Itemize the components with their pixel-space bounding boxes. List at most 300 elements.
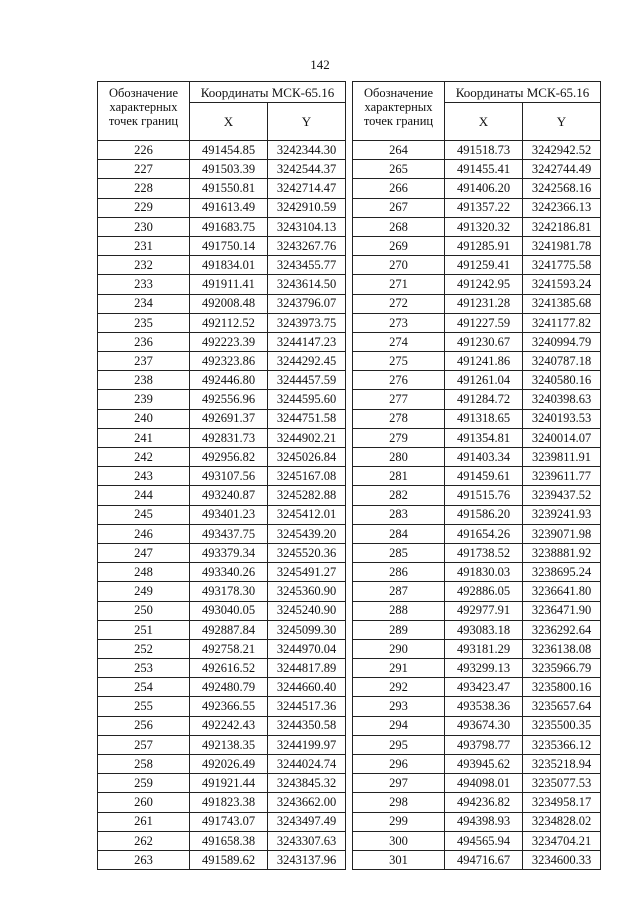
point-id-cell: 248 [98, 563, 190, 582]
x-coordinate-cell: 492138.35 [190, 735, 268, 754]
point-id-cell: 269 [353, 236, 445, 255]
table-row [98, 812, 346, 831]
y-coordinate-cell: 3244350.58 [268, 716, 346, 735]
point-id-cell: 287 [353, 582, 445, 601]
x-coordinate-cell: 491586.20 [445, 505, 523, 524]
y-coordinate-cell: 3245026.84 [268, 448, 346, 467]
point-id-cell: 226 [98, 141, 190, 160]
y-coordinate-cell: 3243845.32 [268, 774, 346, 793]
y-coordinate-cell: 3243137.96 [268, 850, 346, 869]
x-coordinate-cell: 491454.85 [190, 141, 268, 160]
point-id-cell: 278 [353, 409, 445, 428]
y-coordinate-cell: 3235800.16 [523, 678, 601, 697]
y-coordinate-cell: 3234600.33 [523, 850, 601, 869]
coordinates-table-left [97, 81, 346, 870]
point-id-cell: 239 [98, 390, 190, 409]
point-id-cell: 262 [98, 831, 190, 850]
x-coordinate-cell: 491241.86 [445, 352, 523, 371]
y-coordinate-cell: 3240787.18 [523, 352, 601, 371]
table-row [98, 294, 346, 313]
point-id-cell: 264 [353, 141, 445, 160]
x-coordinate-cell: 491515.76 [445, 486, 523, 505]
table-row [98, 275, 346, 294]
table-row [353, 505, 601, 524]
y-coordinate-cell: 3243307.63 [268, 831, 346, 850]
x-coordinate-cell: 491227.59 [445, 313, 523, 332]
y-coordinate-cell: 3245491.27 [268, 563, 346, 582]
x-coordinate-cell: 494565.94 [445, 831, 523, 850]
point-id-cell: 251 [98, 620, 190, 639]
y-coordinate-cell: 3245520.36 [268, 543, 346, 562]
y-coordinate-cell: 3240014.07 [523, 428, 601, 447]
point-id-cell: 272 [353, 294, 445, 313]
y-coordinate-cell: 3235500.35 [523, 716, 601, 735]
y-coordinate-cell: 3245439.20 [268, 524, 346, 543]
table-row [98, 428, 346, 447]
table-row [353, 332, 601, 351]
x-coordinate-cell: 493379.34 [190, 543, 268, 562]
y-coordinate-cell: 3245360.90 [268, 582, 346, 601]
x-coordinate-cell: 491750.14 [190, 236, 268, 255]
table-row [98, 371, 346, 390]
x-coordinate-cell: 491320.32 [445, 217, 523, 236]
table-row [353, 275, 601, 294]
point-id-cell: 299 [353, 812, 445, 831]
table-row [353, 697, 601, 716]
table-row [98, 678, 346, 697]
point-id-cell: 255 [98, 697, 190, 716]
y-coordinate-cell: 3244660.40 [268, 678, 346, 697]
point-id-cell: 300 [353, 831, 445, 850]
point-id-cell: 257 [98, 735, 190, 754]
y-coordinate-cell: 3244817.89 [268, 659, 346, 678]
point-id-cell: 241 [98, 428, 190, 447]
table-row [353, 371, 601, 390]
table-row [98, 179, 346, 198]
table-row [353, 601, 601, 620]
point-id-cell: 297 [353, 774, 445, 793]
table-row [353, 236, 601, 255]
x-coordinate-cell: 493423.47 [445, 678, 523, 697]
x-coordinate-cell: 491259.41 [445, 256, 523, 275]
table-row [98, 352, 346, 371]
y-coordinate-cell: 3239241.93 [523, 505, 601, 524]
y-coordinate-cell: 3235218.94 [523, 755, 601, 774]
x-coordinate-cell: 493178.30 [190, 582, 268, 601]
table-row [353, 812, 601, 831]
x-coordinate-cell: 493538.36 [445, 697, 523, 716]
x-coordinate-cell: 491518.73 [445, 141, 523, 160]
table-row [98, 217, 346, 236]
point-id-cell: 285 [353, 543, 445, 562]
table-row [98, 582, 346, 601]
table-row [353, 659, 601, 678]
y-coordinate-cell: 3245282.88 [268, 486, 346, 505]
table-row [98, 198, 346, 217]
y-coordinate-cell: 3235077.53 [523, 774, 601, 793]
header-y: Y [268, 103, 346, 141]
table-row [353, 256, 601, 275]
point-id-cell: 246 [98, 524, 190, 543]
point-id-cell: 289 [353, 620, 445, 639]
table-row [353, 160, 601, 179]
y-coordinate-cell: 3241981.78 [523, 236, 601, 255]
x-coordinate-cell: 493083.18 [445, 620, 523, 639]
y-coordinate-cell: 3242744.49 [523, 160, 601, 179]
point-id-cell: 301 [353, 850, 445, 869]
table-row [98, 524, 346, 543]
point-id-cell: 266 [353, 179, 445, 198]
x-coordinate-cell: 492691.37 [190, 409, 268, 428]
x-coordinate-cell: 491406.20 [445, 179, 523, 198]
table-row [353, 678, 601, 697]
point-id-cell: 277 [353, 390, 445, 409]
point-id-cell: 298 [353, 793, 445, 812]
table-row [98, 831, 346, 850]
y-coordinate-cell: 3234828.02 [523, 812, 601, 831]
x-coordinate-cell: 494098.01 [445, 774, 523, 793]
y-coordinate-cell: 3241775.58 [523, 256, 601, 275]
y-coordinate-cell: 3236471.90 [523, 601, 601, 620]
point-id-cell: 243 [98, 467, 190, 486]
y-coordinate-cell: 3235366.12 [523, 735, 601, 754]
table-row [98, 620, 346, 639]
table-row [353, 735, 601, 754]
y-coordinate-cell: 3245099.30 [268, 620, 346, 639]
point-id-cell: 274 [353, 332, 445, 351]
y-coordinate-cell: 3236641.80 [523, 582, 601, 601]
x-coordinate-cell: 491550.81 [190, 179, 268, 198]
point-id-cell: 281 [353, 467, 445, 486]
coordinates-tables [97, 81, 601, 870]
point-id-cell: 249 [98, 582, 190, 601]
y-coordinate-cell: 3239437.52 [523, 486, 601, 505]
y-coordinate-cell: 3234958.17 [523, 793, 601, 812]
point-id-cell: 273 [353, 313, 445, 332]
table-row [98, 160, 346, 179]
point-id-cell: 233 [98, 275, 190, 294]
x-coordinate-cell: 492242.43 [190, 716, 268, 735]
table-row [98, 409, 346, 428]
header-coordinates: Координаты МСК-65.16 [190, 82, 346, 103]
y-coordinate-cell: 3240193.53 [523, 409, 601, 428]
y-coordinate-cell: 3242942.52 [523, 141, 601, 160]
header-x: X [190, 103, 268, 141]
point-id-cell: 286 [353, 563, 445, 582]
point-id-cell: 295 [353, 735, 445, 754]
x-coordinate-cell: 493181.29 [445, 639, 523, 658]
x-coordinate-cell: 491834.01 [190, 256, 268, 275]
x-coordinate-cell: 492758.21 [190, 639, 268, 658]
y-coordinate-cell: 3245167.08 [268, 467, 346, 486]
y-coordinate-cell: 3243973.75 [268, 313, 346, 332]
y-coordinate-cell: 3245240.90 [268, 601, 346, 620]
table-row [353, 755, 601, 774]
coordinates-table-right [352, 81, 601, 870]
table-row [353, 409, 601, 428]
table-row [98, 543, 346, 562]
x-coordinate-cell: 491503.39 [190, 160, 268, 179]
y-coordinate-cell: 3243614.50 [268, 275, 346, 294]
point-id-cell: 240 [98, 409, 190, 428]
x-coordinate-cell: 493674.30 [445, 716, 523, 735]
table-row [353, 716, 601, 735]
table-row [353, 390, 601, 409]
y-coordinate-cell: 3236292.64 [523, 620, 601, 639]
table-row [353, 448, 601, 467]
table-row [98, 755, 346, 774]
y-coordinate-cell: 3244147.23 [268, 332, 346, 351]
header-x: X [445, 103, 523, 141]
table-row [353, 563, 601, 582]
y-coordinate-cell: 3243497.49 [268, 812, 346, 831]
table-row [98, 141, 346, 160]
x-coordinate-cell: 491403.34 [445, 448, 523, 467]
point-id-cell: 229 [98, 198, 190, 217]
table-row [98, 716, 346, 735]
point-id-cell: 235 [98, 313, 190, 332]
point-id-cell: 296 [353, 755, 445, 774]
x-coordinate-cell: 494398.93 [445, 812, 523, 831]
header-y: Y [523, 103, 601, 141]
x-coordinate-cell: 492616.52 [190, 659, 268, 678]
point-id-cell: 284 [353, 524, 445, 543]
y-coordinate-cell: 3241177.82 [523, 313, 601, 332]
point-id-cell: 234 [98, 294, 190, 313]
x-coordinate-cell: 492977.91 [445, 601, 523, 620]
x-coordinate-cell: 491743.07 [190, 812, 268, 831]
x-coordinate-cell: 491683.75 [190, 217, 268, 236]
x-coordinate-cell: 492366.55 [190, 697, 268, 716]
x-coordinate-cell: 491459.61 [445, 467, 523, 486]
point-id-cell: 247 [98, 543, 190, 562]
point-id-cell: 292 [353, 678, 445, 697]
y-coordinate-cell: 3244199.97 [268, 735, 346, 754]
page-number: 142 [310, 57, 330, 72]
point-id-cell: 263 [98, 850, 190, 869]
y-coordinate-cell: 3240398.63 [523, 390, 601, 409]
y-coordinate-cell: 3243662.00 [268, 793, 346, 812]
table-row [98, 467, 346, 486]
y-coordinate-cell: 3238881.92 [523, 543, 601, 562]
y-coordinate-cell: 3244517.36 [268, 697, 346, 716]
x-coordinate-cell: 491231.28 [445, 294, 523, 313]
table-row [353, 793, 601, 812]
table-row [98, 793, 346, 812]
table-row [353, 428, 601, 447]
table-row [353, 294, 601, 313]
y-coordinate-cell: 3234704.21 [523, 831, 601, 850]
point-id-cell: 280 [353, 448, 445, 467]
x-coordinate-cell: 491830.03 [445, 563, 523, 582]
y-coordinate-cell: 3239611.77 [523, 467, 601, 486]
point-id-cell: 271 [353, 275, 445, 294]
point-id-cell: 252 [98, 639, 190, 658]
point-id-cell: 232 [98, 256, 190, 275]
y-coordinate-cell: 3243796.07 [268, 294, 346, 313]
x-coordinate-cell: 491589.62 [190, 850, 268, 869]
y-coordinate-cell: 3244292.45 [268, 352, 346, 371]
table-row [98, 313, 346, 332]
x-coordinate-cell: 491921.44 [190, 774, 268, 793]
x-coordinate-cell: 492323.86 [190, 352, 268, 371]
point-id-cell: 268 [353, 217, 445, 236]
x-coordinate-cell: 493299.13 [445, 659, 523, 678]
table-row [98, 332, 346, 351]
point-id-cell: 253 [98, 659, 190, 678]
table-row [98, 639, 346, 658]
x-coordinate-cell: 493798.77 [445, 735, 523, 754]
x-coordinate-cell: 491284.72 [445, 390, 523, 409]
point-id-cell: 242 [98, 448, 190, 467]
table-row [98, 659, 346, 678]
point-id-cell: 270 [353, 256, 445, 275]
x-coordinate-cell: 491357.22 [445, 198, 523, 217]
point-id-cell: 282 [353, 486, 445, 505]
x-coordinate-cell: 492556.96 [190, 390, 268, 409]
x-coordinate-cell: 494236.82 [445, 793, 523, 812]
y-coordinate-cell: 3240994.79 [523, 332, 601, 351]
y-coordinate-cell: 3242544.37 [268, 160, 346, 179]
y-coordinate-cell: 3243104.13 [268, 217, 346, 236]
table-row [98, 563, 346, 582]
x-coordinate-cell: 493437.75 [190, 524, 268, 543]
header-coordinates: Координаты МСК-65.16 [445, 82, 601, 103]
x-coordinate-cell: 493107.56 [190, 467, 268, 486]
x-coordinate-cell: 491242.95 [445, 275, 523, 294]
y-coordinate-cell: 3244970.04 [268, 639, 346, 658]
point-id-cell: 267 [353, 198, 445, 217]
table-row [353, 524, 601, 543]
x-coordinate-cell: 492886.05 [445, 582, 523, 601]
x-coordinate-cell: 492956.82 [190, 448, 268, 467]
point-id-cell: 259 [98, 774, 190, 793]
point-id-cell: 275 [353, 352, 445, 371]
x-coordinate-cell: 491738.52 [445, 543, 523, 562]
table-row [353, 850, 601, 869]
y-coordinate-cell: 3235966.79 [523, 659, 601, 678]
table-row [353, 467, 601, 486]
y-coordinate-cell: 3238695.24 [523, 563, 601, 582]
x-coordinate-cell: 492223.39 [190, 332, 268, 351]
point-id-cell: 250 [98, 601, 190, 620]
table-row [353, 198, 601, 217]
point-id-cell: 227 [98, 160, 190, 179]
x-coordinate-cell: 493340.26 [190, 563, 268, 582]
y-coordinate-cell: 3242186.81 [523, 217, 601, 236]
point-id-cell: 265 [353, 160, 445, 179]
x-coordinate-cell: 491613.49 [190, 198, 268, 217]
header-point-label: Обозначение характерных точек границ [98, 82, 190, 141]
x-coordinate-cell: 491230.67 [445, 332, 523, 351]
point-id-cell: 261 [98, 812, 190, 831]
point-id-cell: 231 [98, 236, 190, 255]
y-coordinate-cell: 3240580.16 [523, 371, 601, 390]
table-row [98, 601, 346, 620]
point-id-cell: 260 [98, 793, 190, 812]
point-id-cell: 291 [353, 659, 445, 678]
table-row [98, 448, 346, 467]
point-id-cell: 283 [353, 505, 445, 524]
table-row [353, 620, 601, 639]
point-id-cell: 237 [98, 352, 190, 371]
y-coordinate-cell: 3244751.58 [268, 409, 346, 428]
y-coordinate-cell: 3236138.08 [523, 639, 601, 658]
table-row [98, 697, 346, 716]
x-coordinate-cell: 493240.87 [190, 486, 268, 505]
table-row [353, 831, 601, 850]
table-row [353, 639, 601, 658]
x-coordinate-cell: 491911.41 [190, 275, 268, 294]
x-coordinate-cell: 492887.84 [190, 620, 268, 639]
point-id-cell: 228 [98, 179, 190, 198]
y-coordinate-cell: 3242714.47 [268, 179, 346, 198]
x-coordinate-cell: 491318.65 [445, 409, 523, 428]
y-coordinate-cell: 3244595.60 [268, 390, 346, 409]
x-coordinate-cell: 491654.26 [445, 524, 523, 543]
y-coordinate-cell: 3243455.77 [268, 256, 346, 275]
table-row [98, 486, 346, 505]
y-coordinate-cell: 3242344.30 [268, 141, 346, 160]
y-coordinate-cell: 3235657.64 [523, 697, 601, 716]
header-point-label: Обозначение характерных точек границ [353, 82, 445, 141]
point-id-cell: 236 [98, 332, 190, 351]
y-coordinate-cell: 3242910.59 [268, 198, 346, 217]
table-row [98, 850, 346, 869]
y-coordinate-cell: 3242366.13 [523, 198, 601, 217]
y-coordinate-cell: 3242568.16 [523, 179, 601, 198]
point-id-cell: 294 [353, 716, 445, 735]
x-coordinate-cell: 491823.38 [190, 793, 268, 812]
table-body-left [98, 141, 346, 870]
y-coordinate-cell: 3245412.01 [268, 505, 346, 524]
y-coordinate-cell: 3244457.59 [268, 371, 346, 390]
y-coordinate-cell: 3241593.24 [523, 275, 601, 294]
table-row [98, 735, 346, 754]
table-row [353, 313, 601, 332]
table-row [98, 505, 346, 524]
point-id-cell: 256 [98, 716, 190, 735]
point-id-cell: 276 [353, 371, 445, 390]
table-body-right [353, 141, 601, 870]
point-id-cell: 254 [98, 678, 190, 697]
table-row [353, 217, 601, 236]
point-id-cell: 230 [98, 217, 190, 236]
x-coordinate-cell: 494716.67 [445, 850, 523, 869]
table-row [353, 582, 601, 601]
table-row [98, 256, 346, 275]
x-coordinate-cell: 493401.23 [190, 505, 268, 524]
table-row [98, 774, 346, 793]
x-coordinate-cell: 492026.49 [190, 755, 268, 774]
y-coordinate-cell: 3239071.98 [523, 524, 601, 543]
x-coordinate-cell: 492446.80 [190, 371, 268, 390]
table-row [353, 179, 601, 198]
y-coordinate-cell: 3239811.91 [523, 448, 601, 467]
point-id-cell: 288 [353, 601, 445, 620]
table-row [353, 352, 601, 371]
point-id-cell: 258 [98, 755, 190, 774]
y-coordinate-cell: 3244024.74 [268, 755, 346, 774]
point-id-cell: 245 [98, 505, 190, 524]
point-id-cell: 244 [98, 486, 190, 505]
table-row [353, 543, 601, 562]
table-row [98, 236, 346, 255]
x-coordinate-cell: 491354.81 [445, 428, 523, 447]
point-id-cell: 290 [353, 639, 445, 658]
x-coordinate-cell: 493945.62 [445, 755, 523, 774]
table-row [98, 390, 346, 409]
